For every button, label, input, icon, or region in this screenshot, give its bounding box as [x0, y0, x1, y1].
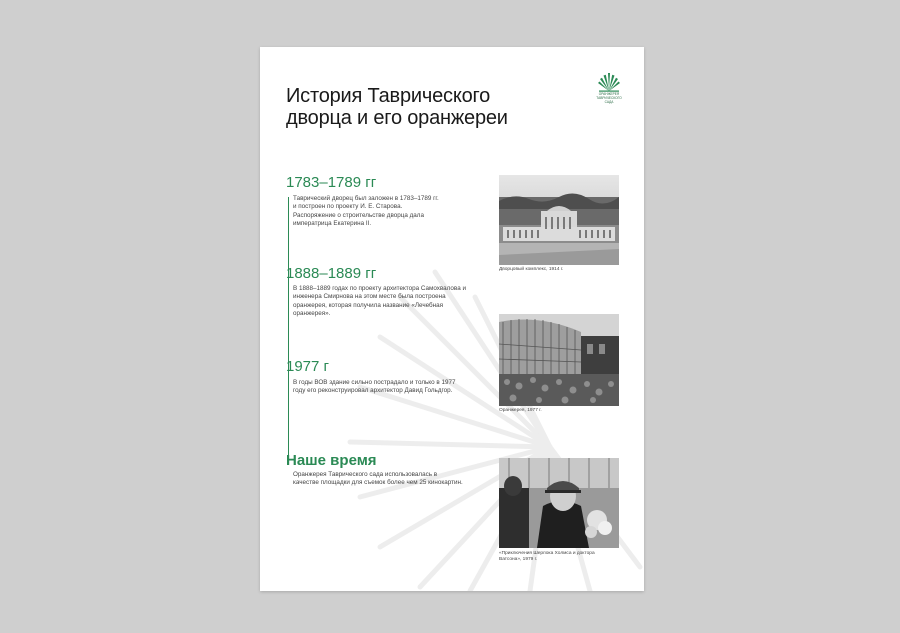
poster [260, 47, 644, 591]
palace-photo [499, 175, 619, 265]
timeline-year-1: 1783–1789 гг [286, 174, 377, 191]
photo-caption-1: Дворцовый комплекс, 1914 г. [499, 267, 564, 272]
logo-text: ОРАНЖЕРЕЯ ТАВРИЧЕСКОГО САДА [596, 92, 622, 104]
timeline-year-3: 1977 г [286, 358, 330, 375]
timeline-year-4: Наше время [286, 452, 377, 469]
timeline-text-2: В 1888–1889 годах по проекту архитектора Самохвалова и инженера Смирнова на этом месте была построена оранжерея, которая получила название «Лечебная оранжерея». [293, 285, 466, 317]
photo-caption-2: Оранжерея, 1977 г. [499, 408, 542, 413]
logo [594, 71, 624, 115]
timeline-year-2: 1888–1889 гг [286, 265, 377, 282]
film-still-photo [499, 458, 619, 548]
timeline-text-3: В годы ВОВ здание сильно пострадало и только в 1977 году его реконструировал архитектор Давид Гольдгор. [293, 379, 456, 395]
timeline-text-1: Таврический дворец был заложен в 1783–1789 гг. и построен по проекту И. Е. Старова. Распоряжение о строительстве дворца дала императрица Екатерина II. [293, 195, 439, 227]
greenhouse-photo [499, 314, 619, 406]
page-title: История Таврического дворца и его оранжереи [286, 85, 508, 129]
timeline-line [288, 197, 289, 455]
timeline-text-4: Оранжерея Таврического сада использовалась в качестве площадки для съемок более чем 25 кинокартин. [293, 471, 463, 487]
fan-logo-icon [594, 71, 624, 93]
photo-caption-3: «Приключения Шерлока Холмса и доктора Ватсона», 1979 г. [499, 551, 595, 562]
